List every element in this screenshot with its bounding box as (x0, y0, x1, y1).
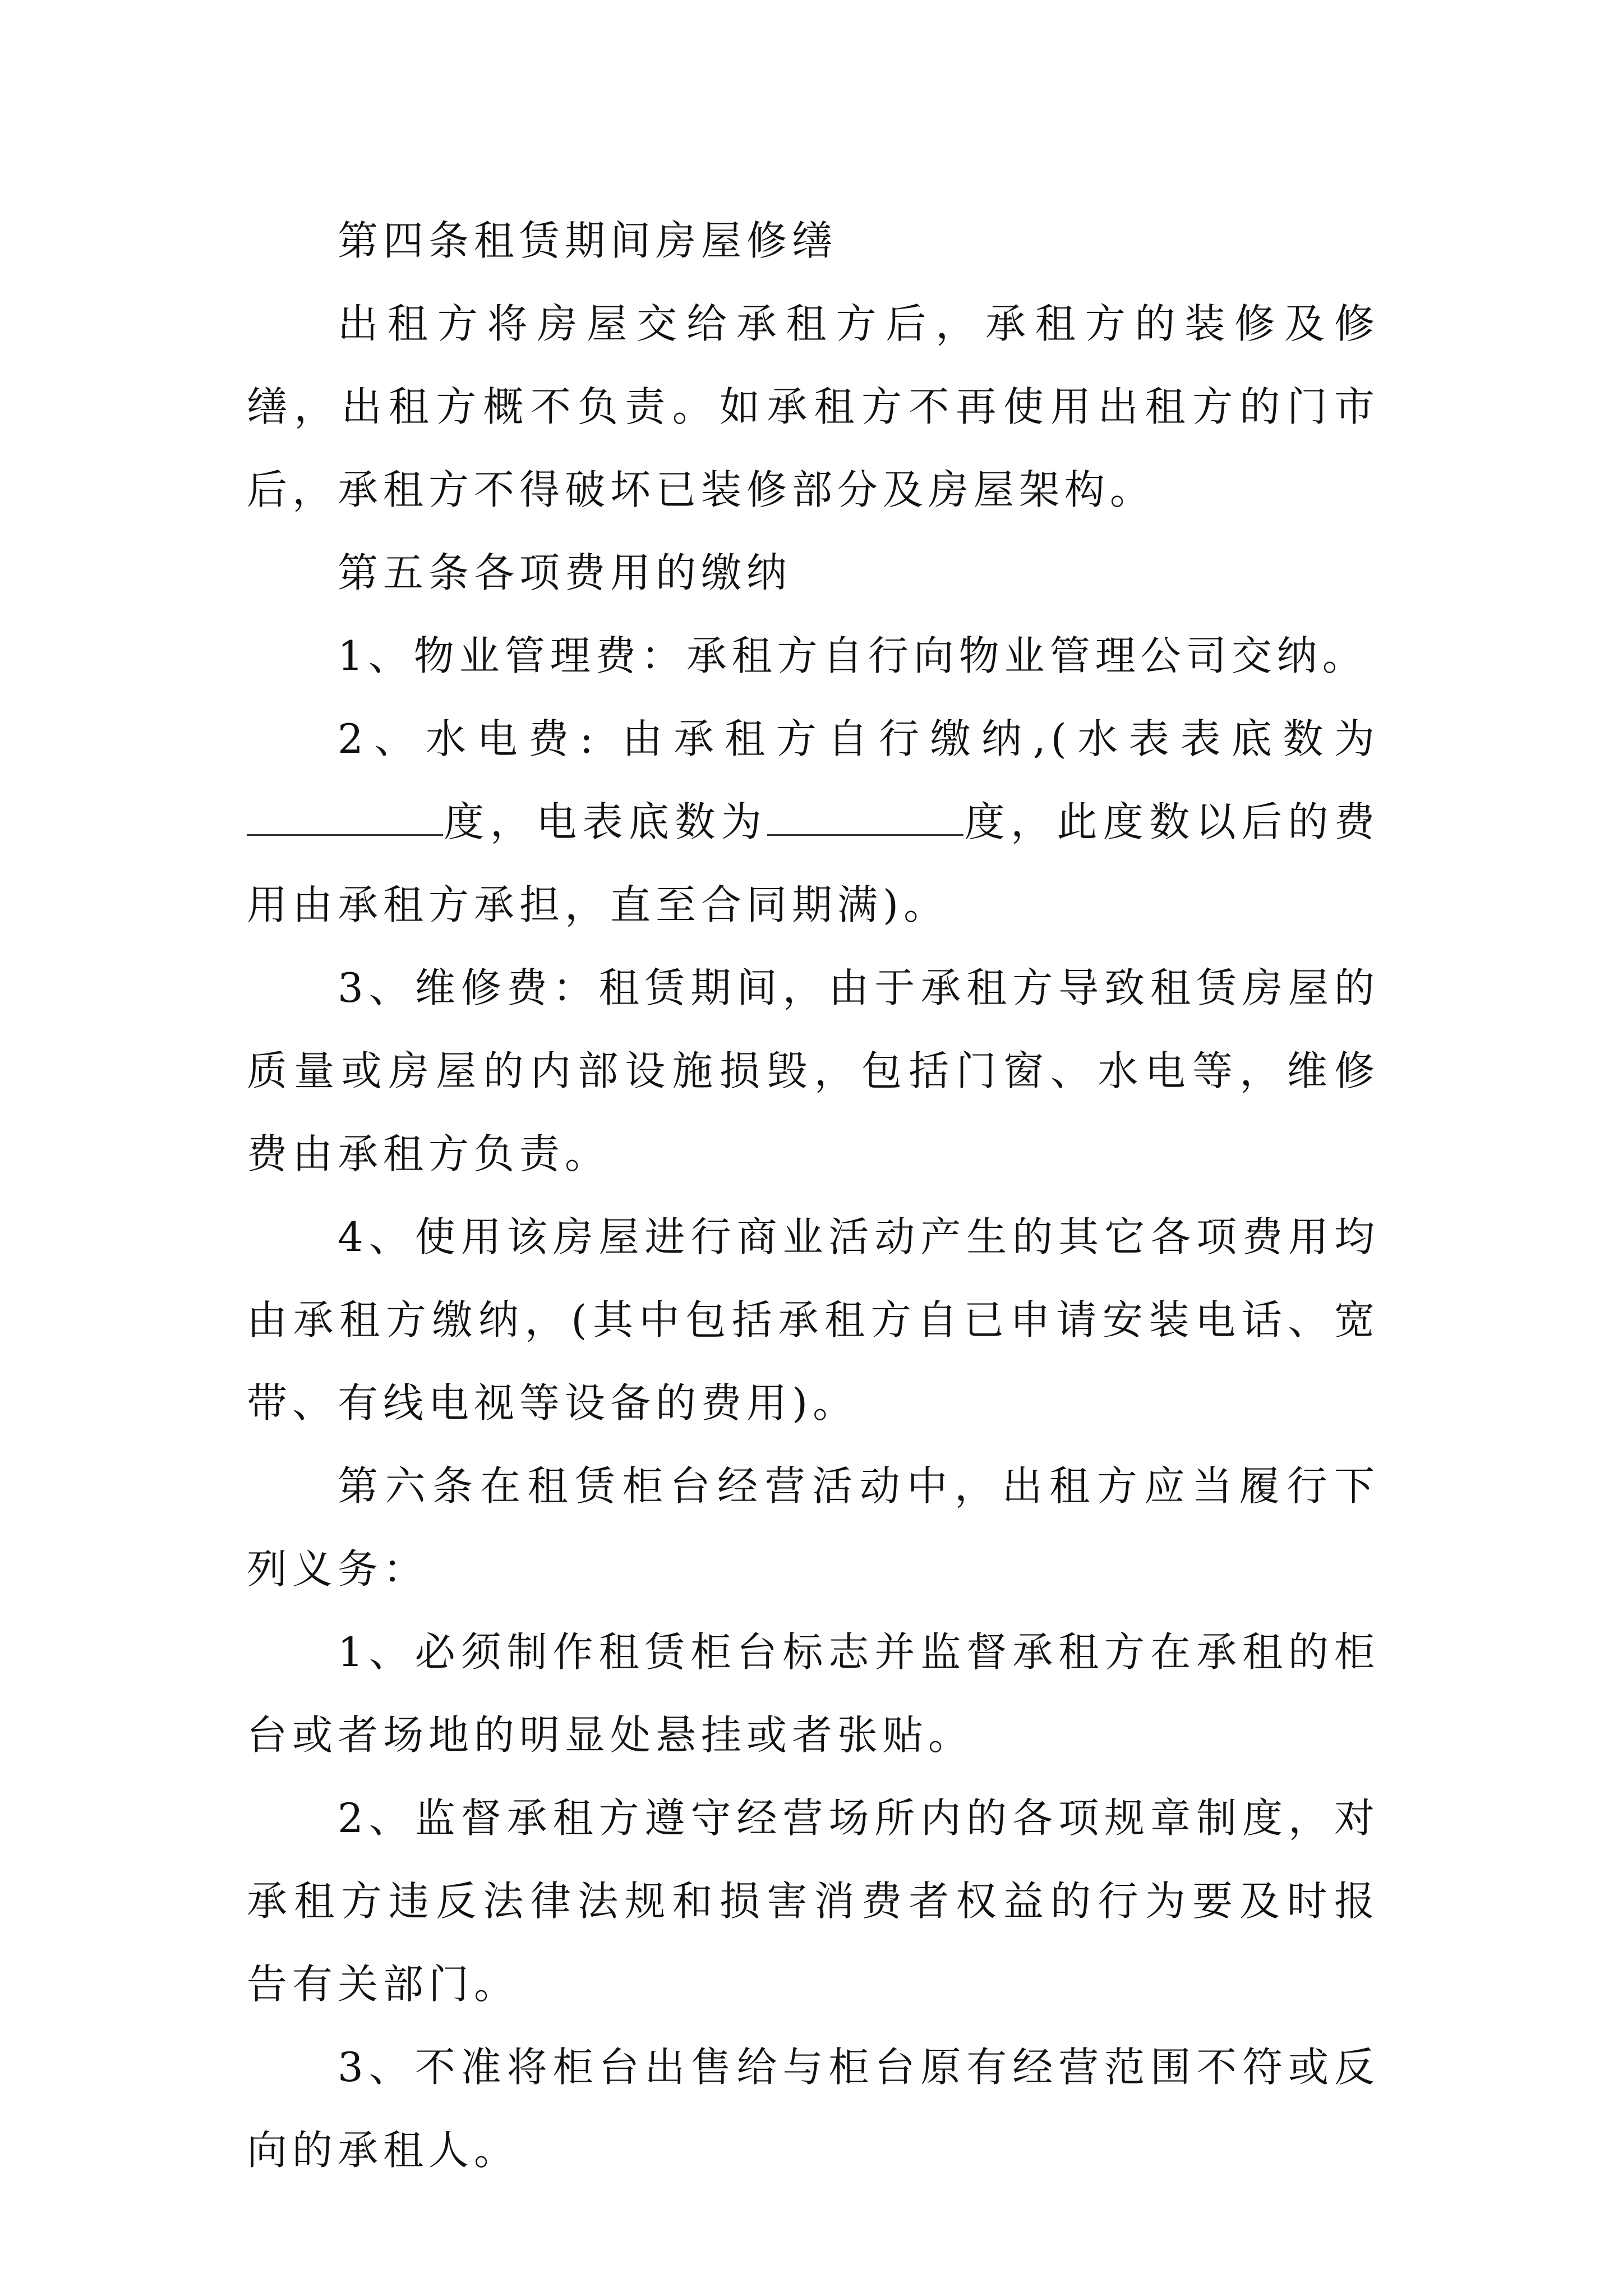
article-4-heading: 第四条租赁期间房屋修缮 (338, 217, 838, 264)
article-4-body: 出租方将房屋交给承租方后，承租方的装修及修缮，出租方概不负责。如承租方不再使用出租方的门市后，承租方不得破坏已装修部分及房屋架构。 (247, 300, 1380, 513)
article-5-item-2-part-2: 度，电表底数为 (443, 798, 768, 845)
article-5-item-2-part-3: 度，此度数以后的费用由承租方承担，直至合同期满)。 (247, 798, 1380, 928)
article-5-item-4: 4、使用该房屋进行商业活动产生的其它各项费用均由承租方缴纳，(其中包括承租方自已申请安装电话、宽带、有线电视等设备的费用)。 (247, 1213, 1380, 1427)
article-6-heading: 第六条在租赁柜台经营活动中，出租方应当履行下列义务： (247, 1462, 1380, 1593)
article-5-item-1: 1、物业管理费：承租方自行向物业管理公司交纳。 (338, 632, 1368, 679)
article-6-item-1: 1、必须制作租赁柜台标志并监督承租方在承租的柜台或者场地的明显处悬挂或者张贴。 (247, 1628, 1380, 1759)
water-meter-blank (247, 800, 443, 836)
article-5-item-2 (247, 697, 1380, 946)
article-6-item-2: 2、监督承租方遵守经营场所内的各项规章制度，对承租方违反法律法规和损害消费者权益的行为要及时报告有关部门。 (247, 1795, 1380, 2008)
document-body (247, 199, 1380, 2192)
article-5-item-3: 3、维修费：租赁期间，由于承租方导致租赁房屋的质量或房屋的内部设施损毁，包括门窗、水电等，维修费由承租方负责。 (247, 964, 1380, 1177)
article-6-item-3: 3、不准将柜台出售给与柜台原有经营范围不符或反向的承租人。 (247, 2044, 1380, 2174)
article-5-item-2-part-1: 2、水电费: 由承租方自行缴纳,(水表表底数为 (338, 715, 1380, 762)
electric-meter-blank (767, 800, 963, 836)
article-5-heading: 第五条各项费用的缴纳 (338, 549, 792, 596)
